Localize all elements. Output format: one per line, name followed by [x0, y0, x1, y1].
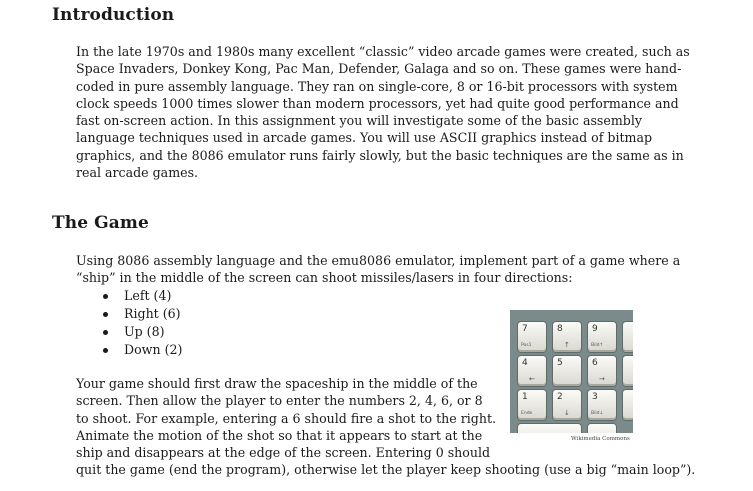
text-line: ship and disappears at the edge of the screen. Entering 0 should	[76, 445, 491, 461]
key-number: 2	[557, 392, 563, 402]
keypad-key	[623, 356, 633, 386]
text-line: Using 8086 assembly language and the emu8086 emulator, implement part of a game where a	[76, 253, 681, 268]
key-label: Bild↓	[591, 411, 604, 416]
keypad-key	[553, 356, 581, 386]
game-paragraph	[76, 252, 680, 287]
key-number: 1	[522, 392, 528, 402]
list-item: Down (2)	[76, 341, 182, 359]
arrow-down-icon: ↓	[564, 409, 570, 417]
list-item: Up (8)	[76, 323, 182, 341]
text-line: In the late 1970s and 1980s many excellent “classic” video arcade games were created, such as	[76, 44, 690, 59]
key-number: 8	[557, 324, 563, 334]
keypad-key	[588, 424, 616, 433]
text-line: real arcade games.	[76, 165, 199, 181]
arrow-up-icon: ↑	[564, 341, 570, 349]
arrow-right-icon: →	[599, 375, 605, 383]
text-line: Your game should first draw the spaceship in the middle of the	[76, 376, 478, 391]
list-item: Left (4)	[76, 287, 182, 305]
text-line: clock speeds 1000 times slower than modern processors, yet had quite good performance and	[76, 95, 679, 111]
text-line: fast on-screen action. In this assignment you will investigate some of the basic assembly	[76, 113, 642, 129]
key-label: Ende	[521, 411, 533, 416]
keypad-key	[518, 356, 546, 386]
intro-heading: Introduction	[52, 5, 175, 25]
text-line: language techniques used in arcade games. You will use ASCII graphics instead of bitmap	[76, 130, 653, 146]
image-credit: Wikimedia Commons	[571, 436, 630, 442]
key-number: 7	[522, 324, 528, 334]
list-item: Right (6)	[76, 305, 182, 323]
text-line: coded in pure assembly language. They ran on single-core, 8 or 16-bit processors with system	[76, 78, 678, 94]
text-line: graphics, and the 8086 emulator runs fairly slowly, but the basic techniques are the same as in	[76, 147, 684, 163]
key-label: Bild↑	[591, 343, 604, 348]
keypad-key	[588, 390, 616, 420]
keypad-key	[623, 390, 633, 420]
numeric-keypad-image	[510, 310, 633, 433]
keypad-key	[588, 322, 616, 352]
keypad-key	[518, 424, 581, 433]
text-line: “ship” in the middle of the screen can shoot missiles/lasers in four directions:	[76, 270, 573, 286]
key-number: 9	[592, 324, 598, 334]
text-line: quit the game (end the program), otherwise let the player keep shooting (use a big “main loop”).	[76, 462, 696, 478]
key-label: Pos1	[521, 343, 532, 348]
text-line: to shoot. For example, entering a 6 should fire a shot to the right.	[76, 410, 497, 426]
arrow-left-icon: ←	[529, 375, 535, 383]
text-line: screen. Then allow the player to enter the numbers 2, 4, 6, or 8	[76, 393, 483, 409]
keypad-key	[518, 390, 546, 420]
keypad-key	[623, 322, 633, 352]
keypad-key	[588, 356, 616, 386]
text-line: Space Invaders, Donkey Kong, Pac Man, Defender, Galaga and so on. These games were hand-	[76, 61, 682, 77]
key-number: 5	[557, 358, 563, 368]
key-number: 3	[592, 392, 598, 402]
keypad-key	[553, 390, 581, 420]
key-number: 6	[592, 358, 598, 368]
text-line: Animate the motion of the shot so that it appears to start at the	[76, 427, 483, 443]
key-number: 4	[522, 358, 528, 368]
game-heading: The Game	[52, 213, 149, 233]
intro-paragraph	[76, 43, 690, 181]
keypad-key	[518, 322, 546, 352]
keypad-key	[553, 322, 581, 352]
direction-list	[76, 287, 182, 359]
